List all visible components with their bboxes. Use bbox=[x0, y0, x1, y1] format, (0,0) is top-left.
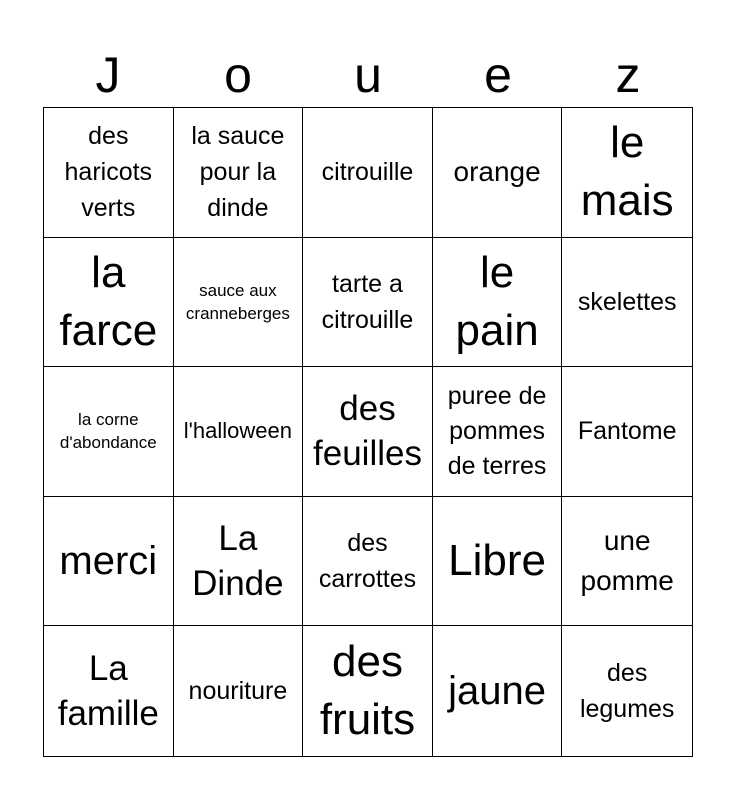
bingo-cell[interactable] bbox=[44, 497, 174, 627]
cell-label: des haricots verts bbox=[64, 122, 153, 223]
cell-label: des legumes bbox=[579, 659, 675, 724]
cell-label: citrouille bbox=[321, 158, 414, 187]
bingo-cell[interactable] bbox=[303, 497, 433, 627]
bingo-cell[interactable] bbox=[562, 626, 692, 756]
bingo-cell[interactable] bbox=[562, 108, 692, 238]
bingo-cell[interactable] bbox=[174, 367, 304, 497]
cell-label: Fantome bbox=[577, 417, 677, 446]
bingo-cell[interactable] bbox=[303, 367, 433, 497]
cell-label: l'halloween bbox=[183, 418, 292, 444]
cell-label: des carrottes bbox=[318, 529, 417, 594]
cell-label: la corne d'abondance bbox=[59, 410, 157, 453]
bingo-cell[interactable] bbox=[562, 367, 692, 497]
bingo-cell[interactable] bbox=[174, 238, 304, 368]
cell-label: la sauce pour la dinde bbox=[191, 122, 285, 223]
bingo-cell[interactable] bbox=[174, 108, 304, 238]
cell-label: jaune bbox=[448, 668, 547, 713]
bingo-cell[interactable] bbox=[303, 626, 433, 756]
bingo-cell[interactable] bbox=[174, 497, 304, 627]
header-letter: e bbox=[484, 47, 512, 103]
cell-label: orange bbox=[453, 156, 541, 188]
bingo-cell[interactable] bbox=[303, 238, 433, 368]
bingo-cell[interactable] bbox=[174, 626, 304, 756]
header-letter: o bbox=[224, 47, 252, 103]
cell-label: La Dinde bbox=[192, 519, 284, 604]
bingo-cell[interactable] bbox=[44, 626, 174, 756]
cell-label: La famille bbox=[57, 649, 159, 734]
cell-label: le pain bbox=[455, 247, 539, 355]
cell-label: tarte a citrouille bbox=[321, 269, 414, 334]
bingo-cell[interactable] bbox=[433, 108, 563, 238]
cell-label: Libre bbox=[448, 536, 547, 586]
cell-label: sauce aux cranneberges bbox=[185, 280, 290, 323]
cell-label: merci bbox=[59, 538, 158, 583]
bingo-cell[interactable] bbox=[303, 108, 433, 238]
cell-label: des feuilles bbox=[313, 389, 422, 474]
bingo-cell[interactable] bbox=[44, 367, 174, 497]
cell-label: nouriture bbox=[188, 677, 288, 706]
cell-label: une pomme bbox=[580, 525, 674, 597]
header-letter: u bbox=[354, 47, 382, 103]
header-letter: J bbox=[95, 47, 121, 103]
bingo-board bbox=[43, 107, 693, 757]
header-letter: z bbox=[615, 47, 641, 103]
bingo-cell[interactable] bbox=[433, 367, 563, 497]
bingo-cell[interactable] bbox=[562, 497, 692, 627]
cell-label: puree de pommes de terres bbox=[447, 381, 547, 480]
cell-label: la farce bbox=[59, 247, 158, 355]
cell-label: le mais bbox=[580, 118, 674, 226]
cell-label: skelettes bbox=[577, 287, 677, 316]
bingo-cell[interactable] bbox=[433, 238, 563, 368]
bingo-cell[interactable] bbox=[44, 108, 174, 238]
bingo-cell[interactable] bbox=[433, 497, 563, 627]
cell-label: des fruits bbox=[319, 637, 416, 745]
bingo-cell[interactable] bbox=[44, 238, 174, 368]
bingo-cell[interactable] bbox=[433, 626, 563, 756]
bingo-header bbox=[43, 44, 693, 106]
bingo-cell[interactable] bbox=[562, 238, 692, 368]
